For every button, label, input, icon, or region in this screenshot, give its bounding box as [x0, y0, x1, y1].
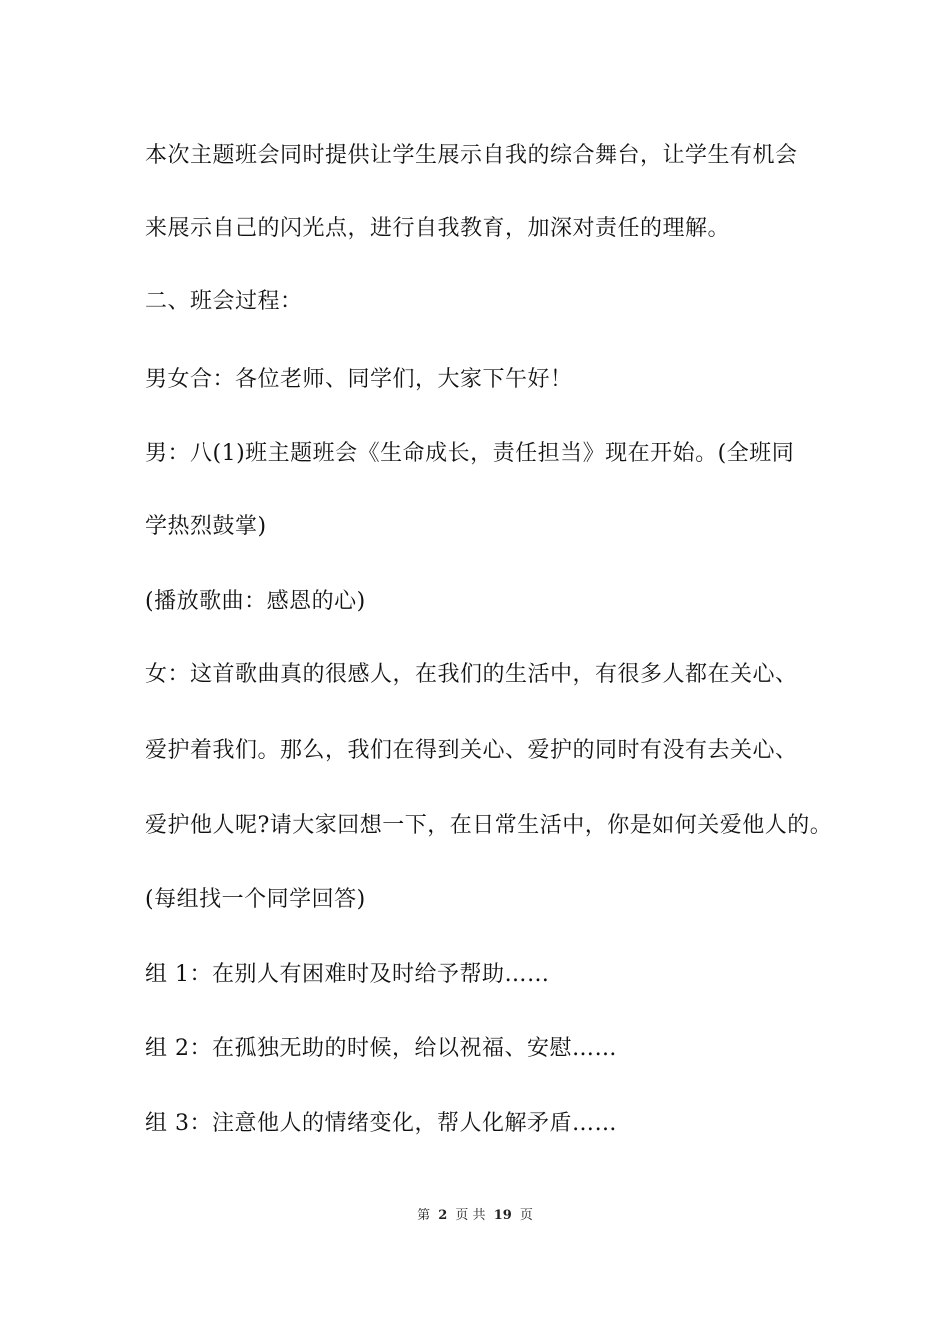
- body-text-line: 男女合：各位老师、同学们，大家下午好！: [145, 367, 573, 392]
- body-text-line: 男：八(1)班主题班会《生命成长，责任担当》现在开始。(全班同: [145, 441, 795, 466]
- footer-suffix: 页: [519, 1208, 533, 1223]
- footer-total-pages: 19: [493, 1208, 512, 1223]
- body-text-line: 组 2：在孤独无助的时候，给以祝福、安慰……: [145, 1036, 617, 1061]
- body-text-line: 女：这首歌曲真的很感人，在我们的生活中，有很多人都在关心、: [145, 662, 798, 687]
- body-text-line: (每组找一个同学回答): [145, 887, 366, 912]
- body-text-line: 爱护他人呢?请大家回想一下，在日常生活中，你是如何关爱他人的。: [145, 813, 833, 838]
- page-footer: [0, 1207, 950, 1225]
- footer-middle: 页 共: [455, 1208, 486, 1223]
- body-text-line: (播放歌曲：感恩的心): [145, 589, 366, 614]
- body-text-line: 组 1：在别人有困难时及时给予帮助……: [145, 962, 550, 987]
- footer-prefix: 第: [417, 1208, 431, 1223]
- body-text-line: 来展示自己的闪光点，进行自我教育，加深对责任的理解。: [145, 216, 731, 241]
- body-text-line: 学热烈鼓掌): [145, 514, 267, 539]
- footer-current-page: 2: [438, 1208, 448, 1223]
- body-text-line: 爱护着我们。那么，我们在得到关心、爱护的同时有没有去关心、: [145, 738, 798, 763]
- section-heading: 二、班会过程：: [145, 289, 303, 314]
- body-text-line: 本次主题班会同时提供让学生展示自我的综合舞台，让学生有机会: [145, 143, 798, 168]
- body-text-line: 组 3：注意他人的情绪变化，帮人化解矛盾……: [145, 1111, 617, 1136]
